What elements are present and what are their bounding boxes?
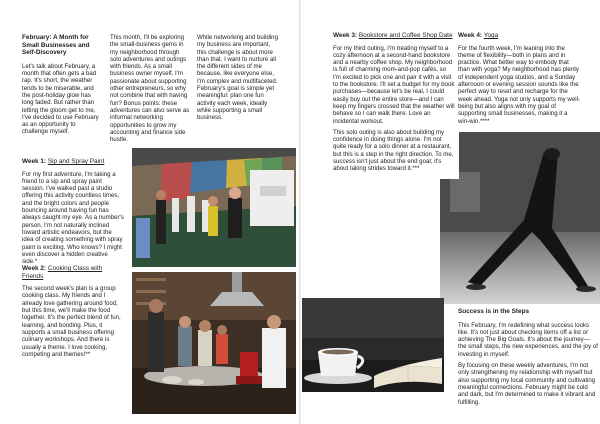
yoga-photo [440,132,600,304]
week4-section [458,32,580,129]
week1-heading: Week 1: Sip and Spray Paint [22,158,105,165]
week1-label: Week 1 [22,158,44,165]
yoga-illustration [440,132,600,304]
week3-paragraph-1: For my third outing, I'm treating myself to a cozy afternoon at a second-hand bookstore and a nearby coffee shop. My neighborhood is full of charming mom-and-pop cafés, so I'm excited to pick one and pair it with a visit to the bookstore. I'll set a budget for my book purchases—because let's be real, I could easily buy out the entire store—and I can keep my fingers crossed that the weather will behave so I can walk there. Love an incidental workout. [333,44,455,125]
week3-section [329,28,459,179]
week4-label: Week 4 [458,32,480,39]
intro-column-3 [197,34,281,126]
intro-column-2 [110,34,190,147]
week1-title: Sip and Spray Paint [47,158,105,165]
week3-label: Week 3 [333,32,355,39]
success-paragraph-2: By focusing on these weekly adventures, I'm not only strengthening my relationship with myself but also supporting my local community and cultivating meaningful connections. February might be cold and dark, but I'm determined to make it vibrant and fulfilling. [458,362,596,406]
week3-paragraph-2: This solo outing is also about building my confidence in doing things alone. I'm not quite ready for a solo dinner at a restaurant, but this is a step in the right direction. To me, success isn't just about the end goal; it's about taking strides toward it.*** [333,128,454,173]
week1-section [22,158,124,269]
intro-column-1 [22,34,102,140]
intro-paragraph-2: This month, I'll be exploring the small-business gems in my neighborhood through solo adventures and outings with friends. As a small business owner myself, I'm passionate about supporting other entrepreneurs, so why not combine that with having fun? Bonus points: these adventures can also serve as informal networking opportunities to grow my accounting and finance side hustle. [110,34,190,144]
week2-section [22,265,124,362]
week2-label: Week 2 [22,265,44,272]
week4-title: Yoga [483,32,499,39]
week3-heading: Week 3: Bookstore and Coffee Shop Date [333,32,453,39]
spray-paint-illustration [132,148,296,267]
article-title: February: A Month for Small Businesses and Self-Discovery [22,34,90,57]
week2-body: The second week's plan is a group cooking class. My friends and I already love gathering around food, but this time, we'll make the food together. It's the perfect blend of fun, learning, and bonding. Plus, it supports a small business offering culinary workshops. And there is usually a theme. I love cooking, competing and themes!** [22,285,121,358]
week1-body: For my first adventure, I'm taking a friend to a sip and spray paint session. I've walked past a studio offering this activity countless times, and the bright colors and people bouncing around having fun has always caught my eye. As a number's person, I'm not naturally inclined toward artistic endeavors, but the idea of creating something with spray paint is exciting. Who knows? I might even discover a hidden creative side.* [22,170,124,266]
success-section [452,304,600,410]
week3-title: Bookstore and Coffee Shop Date [358,32,453,39]
coffee-book-illustration [302,298,444,392]
cooking-class-illustration [132,272,296,414]
intro-paragraph-1: Let's talk about February, a month that often gets a bad rap. It's short, the weather tends to be miserable, and the post-holiday glow has long faded. But rather than letting the gloom get to me, I've decided to use February as an opportunity to challenge myself. [22,62,99,136]
right-page [300,0,600,424]
week2-title: Cooking Class with Friends [22,265,103,280]
spray-paint-photo [132,148,296,267]
cooking-class-photo [132,272,296,414]
week4-heading: Week 4: Yoga [458,32,499,39]
success-title: Success is in the Steps [458,308,530,315]
week4-body: For the fourth week, I'm leaning into the theme of flexibility—both in plans and in practice. What better way to embody that than with yoga? My neighborhood has plenty of independent yoga studios, and a Sunday afternoon or evening session sounds like the perfect way to reset and recharge for the week ahead. Yoga not only supports my well-being but also aligns with my goal of supporting small businesses, making it a win-win.**** [458,44,580,125]
success-paragraph-1: This February, I'm redefining what success looks like. It's not just about checking items off a list or achieving The Big Goals. It's about the journey—the small steps, the new experiences, and the joy of investing in myself. [458,321,598,358]
intro-paragraph-3: While networking and building my business are important, this challenge is about more than that. I want to nurture all the different sides of me because, like everyone else, I'm complex and multifaceted. February's goal is simple yet meaningful: plan one fun activity each week, ideally while supporting a small business. [197,34,278,122]
week2-heading: Week 2: Cooking Class with Friends [22,265,103,280]
coffee-book-photo [302,298,444,392]
